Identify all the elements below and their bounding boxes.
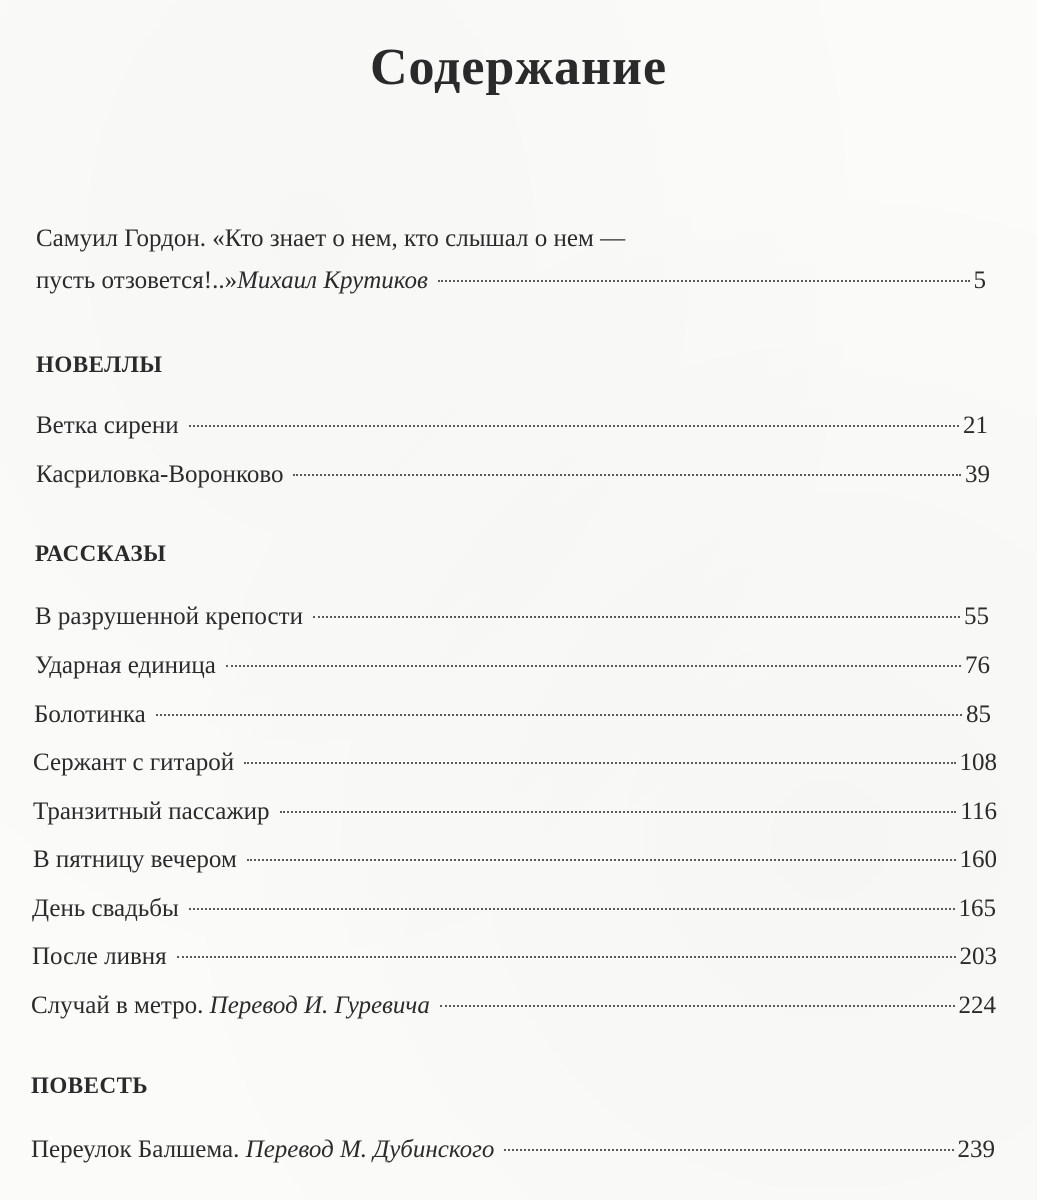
intro-line-2-text: пусть отзовется!..» — [36, 267, 238, 294]
entry-title: В пятницу вечером — [33, 846, 237, 873]
page-title: Содержание — [369, 39, 668, 96]
toc-entry — [31, 989, 996, 1023]
section-heading-novella: ПОВЕСТЬ — [31, 1073, 149, 1098]
intro-line-2 — [36, 260, 986, 302]
page-number: 39 — [965, 461, 990, 488]
entry-title: В разрушенной крепости — [35, 603, 303, 630]
entry-title: Транзитный пассажир — [33, 798, 270, 825]
toc-entry — [33, 795, 997, 829]
entry-title — [31, 989, 430, 1023]
entry-title: После ливня — [32, 943, 167, 970]
toc-entry — [35, 649, 990, 683]
page-number: 165 — [958, 895, 996, 922]
page-number: 108 — [959, 749, 997, 776]
entry-title — [31, 1133, 494, 1167]
page-number: 76 — [965, 652, 990, 679]
entry-title: Сержант с гитарой — [33, 749, 235, 776]
page-number: 160 — [959, 846, 997, 873]
leader-dots — [189, 425, 959, 427]
toc-entry — [36, 409, 988, 443]
translator-credit: Перевод И. Гуревича — [209, 992, 430, 1019]
toc-entry — [36, 458, 990, 492]
toc-entry — [32, 892, 996, 926]
page-number: 239 — [957, 1136, 995, 1163]
entry-title-text: Случай в метро. — [31, 992, 210, 1019]
page-number: 224 — [958, 992, 996, 1019]
page-number: 55 — [964, 603, 989, 630]
entry-title: День свадьбы — [32, 895, 179, 922]
page-number: 85 — [966, 701, 991, 728]
page-number: 116 — [960, 798, 997, 825]
translator-credit: Перевод М. Дубинского — [245, 1136, 495, 1163]
toc-entry — [34, 698, 991, 732]
section-heading-novellas: НОВЕЛЛЫ — [36, 352, 163, 377]
toc-entry — [33, 843, 997, 877]
toc-entry — [31, 1133, 995, 1167]
section-heading-stories: РАССКАЗЫ — [35, 541, 167, 566]
leader-dots — [438, 280, 970, 282]
intro-author: Михаил Крутиков — [237, 267, 428, 294]
entry-title: Касриловка-Воронково — [36, 461, 284, 488]
leader-dots — [440, 1005, 955, 1007]
page-number: 203 — [959, 943, 997, 970]
toc-entry — [35, 600, 989, 634]
leader-dots — [226, 665, 961, 667]
page-number: 5 — [973, 267, 986, 294]
entry-title: Ударная единица — [35, 652, 216, 679]
leader-dots — [156, 714, 962, 716]
toc-entry — [32, 940, 997, 974]
leader-dots — [313, 616, 960, 618]
intro-line-1: Самуил Гордон. «Кто знает о нем, кто слышал о нем — — [36, 225, 626, 252]
leader-dots — [189, 908, 955, 910]
leader-dots — [504, 1149, 953, 1151]
entry-title: Болотинка — [34, 701, 146, 728]
entry-title: Ветка сирени — [36, 412, 179, 439]
leader-dots — [244, 762, 955, 764]
intro-entry — [36, 218, 986, 302]
page-number: 21 — [963, 412, 988, 439]
leader-dots — [177, 956, 956, 958]
toc-entry — [33, 746, 997, 780]
leader-dots — [280, 811, 957, 813]
entry-title-text: Переулок Балшема. — [31, 1136, 246, 1163]
leader-dots — [247, 859, 956, 861]
leader-dots — [293, 474, 961, 476]
